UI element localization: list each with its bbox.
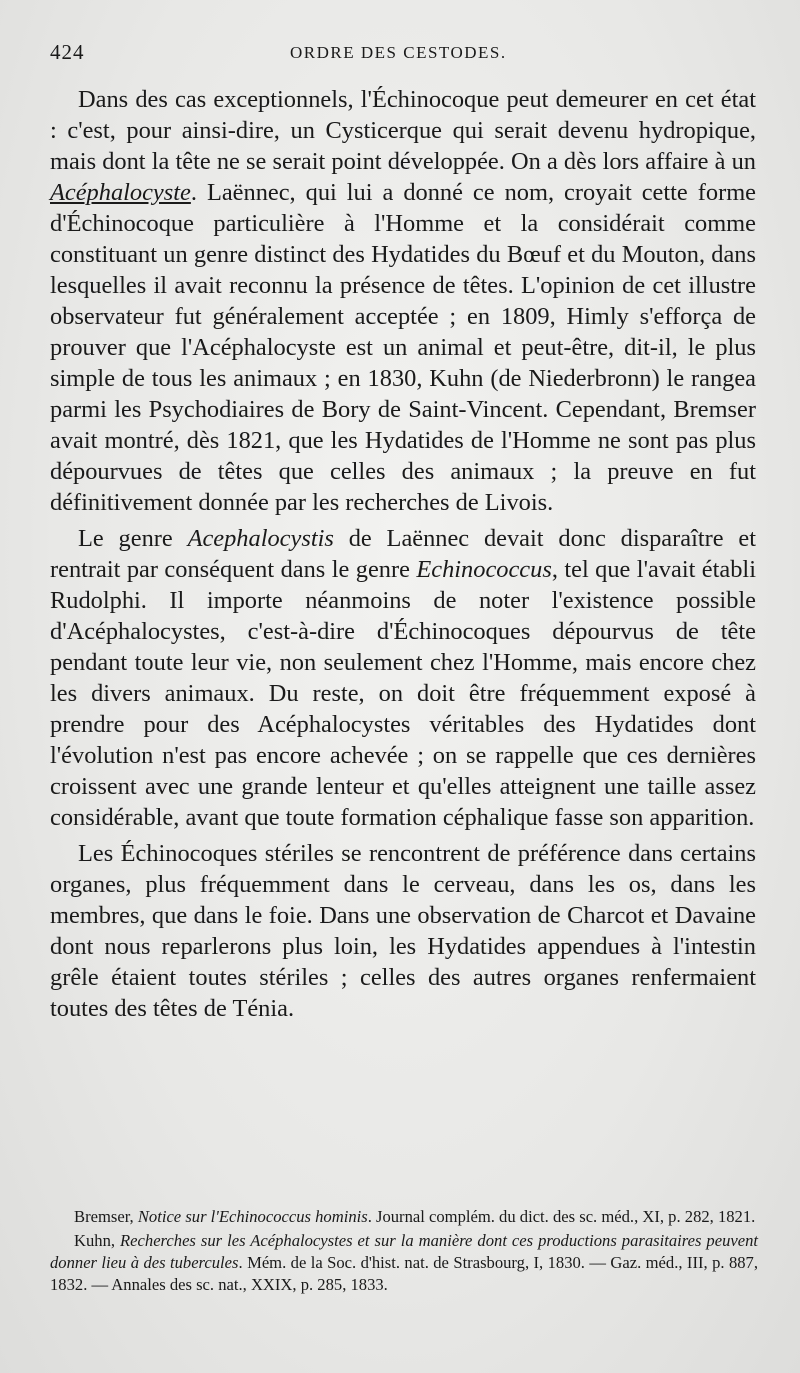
page-header bbox=[50, 40, 755, 70]
paragraph-1 bbox=[50, 84, 756, 518]
paragraph-2-text-b: de Laënnec devait donc disparaître et rentrait par conséquent dans le genre bbox=[50, 525, 756, 583]
footnote-1-rest: . Journal complém. du dict. des sc. méd., XI, p. 282, 1821. bbox=[367, 1207, 756, 1226]
acephalocyste-term: Acéphalocyste bbox=[50, 179, 191, 206]
paragraph-1-text-b: . Laënnec, qui lui a donné ce nom, croyait cette forme d'Échinocoque particulière à l'Homme et la considérait comme constituant un genre distinct des Hydatides du Bœuf et du Mouton, dans lesquelles il avait reconnu la présence de têtes. L'opinion de cet illustre observateur fut généralement acceptée ; en 1809, Himly s'efforça de prouver que l'Acéphalocyste est un animal et peut-être, dit-il, le plus simple de tous les animaux ; en 1830, Kuhn (de Niederbronn) le rangea parmi les Psychodiaires de Bory de Saint-Vincent. Cependant, Bremser avait montré, dès 1821, que les Hydatides de l'Homme ne sont pas plus dépourvues de têtes que celles des animaux ; la preuve en fut définitivement donnée par les recherches de Livois. bbox=[50, 179, 756, 516]
paragraph-2 bbox=[50, 523, 756, 833]
acephalocystis-term: Acephalocystis bbox=[187, 525, 334, 552]
body-text bbox=[50, 84, 756, 1024]
paragraph-2-text-a: Le genre bbox=[78, 525, 188, 552]
footnote-2-title: Recherches sur les Acéphalocystes et sur la manière dont ces productions parasitaires peuvent donner lieu à des tubercules bbox=[50, 1231, 758, 1272]
echinococcus-term: Echinococcus bbox=[416, 556, 552, 583]
footnotes bbox=[50, 1206, 758, 1296]
paragraph-3 bbox=[50, 838, 756, 1024]
paragraph-1-text-a: Dans des cas exceptionnels, l'Échinocoque peut demeurer en cet état : c'est, pour ainsi-dire, un Cysticerque qui serait devenu hydropique, mais dont la tête ne se serait point développée. On a dès lors affaire à un bbox=[50, 86, 756, 175]
running-head: ORDRE DES CESTODES. bbox=[290, 43, 507, 62]
footnote-2-author: Kuhn, bbox=[74, 1231, 121, 1250]
footnote-1-title: Notice sur l'Echinococcus hominis bbox=[137, 1207, 368, 1226]
footnote-kuhn bbox=[50, 1230, 758, 1296]
footnote-2-rest: . Mém. de la Soc. d'hist. nat. de Strasbourg, I, 1830. — Gaz. méd., III, p. 887, 1832. — Annales des sc. nat., XXIX, p. 285, 1833. bbox=[50, 1253, 758, 1294]
page-number: 424 bbox=[50, 40, 85, 64]
footnote-bremser bbox=[50, 1206, 758, 1228]
paragraph-2-text-c: , tel que l'avait établi Rudolphi. Il importe néanmoins de noter l'existence possible d'Acéphalocystes, c'est-à-dire d'Échinocoques dépourvus de tête pendant toute leur vie, non seulement chez l'Homme, mais encore chez les divers animaux. Du reste, on doit être fréquemment exposé à prendre pour des Acéphalocystes véritables des Hydatides dont l'évolution n'est pas encore achevée ; on se rappelle que ces dernières croissent avec une grande lenteur et qu'elles atteignent une taille assez considérable, avant que toute formation céphalique fasse son apparition. bbox=[50, 556, 756, 831]
paragraph-3-text: Les Échinocoques stériles se rencontrent de préférence dans certains organes, plus fréquemment dans le cerveau, dans les os, dans les membres, que dans le foie. Dans une observation de Charcot et Davaine dont nous reparlerons plus loin, les Hydatides appendues à l'intestin grêle étaient toutes stériles ; celles des autres organes renfermaient toutes des têtes de Ténia. bbox=[50, 840, 756, 1022]
footnote-1-author: Bremser, bbox=[74, 1207, 138, 1226]
